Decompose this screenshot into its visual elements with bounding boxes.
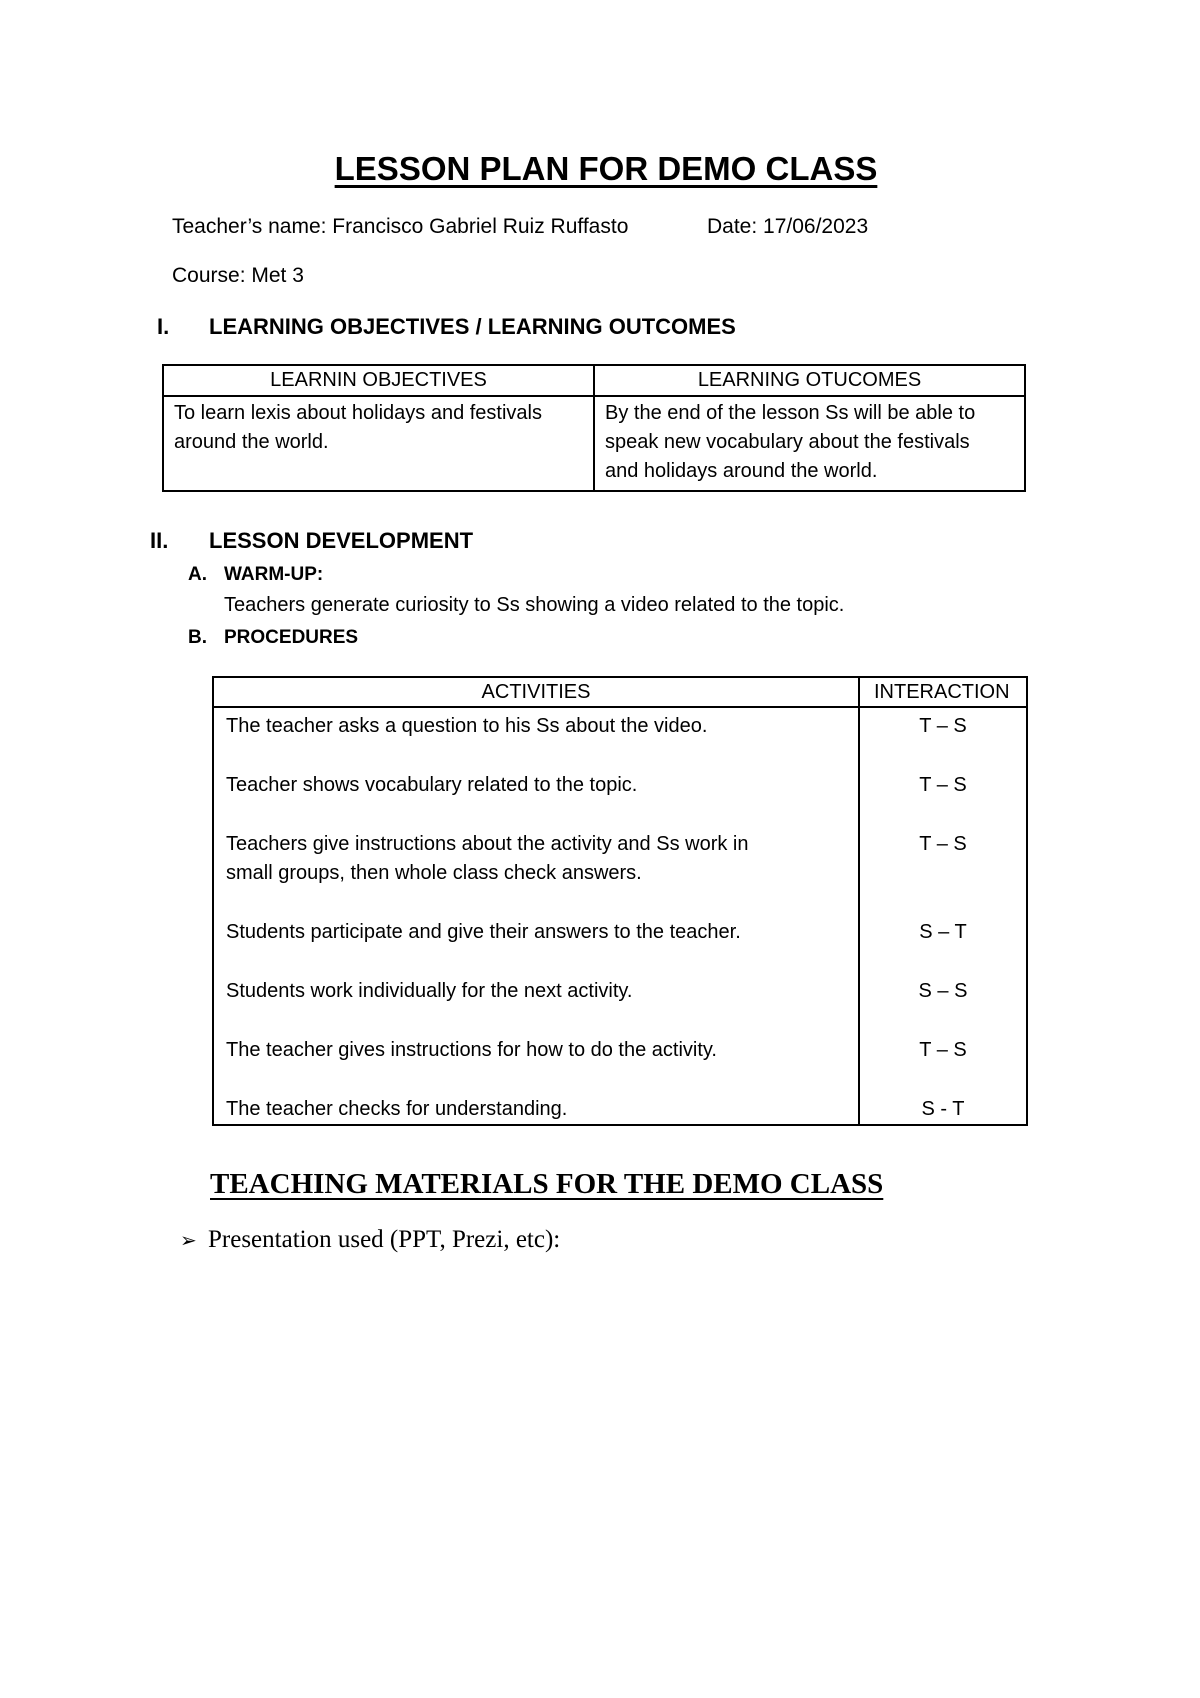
activity-line: The teacher gives instructions for how to do the activity. [226,1039,717,1061]
table-header: LEARNING OTUCOMES [594,365,1025,396]
subsection-letter: B. [188,627,207,648]
page-title: LESSON PLAN FOR DEMO CLASS [334,150,878,187]
activities-cell [213,707,859,1125]
activity-line: small groups, then whole class check answers. [226,862,642,884]
section-number: I. [157,314,170,339]
activity-line: Students participate and give their answers to the teacher. [226,921,741,943]
procedures-heading [188,627,358,649]
section-title: LEARNING OBJECTIVES / LEARNING OUTCOMES [209,314,736,339]
activity-line: Students work individually for the next activity. [226,980,633,1002]
subsection-letter: A. [188,564,207,585]
section-objectives-heading [157,314,736,340]
interaction-value: S – T [919,921,967,943]
warmup-heading [188,564,323,586]
objective-cell [163,396,594,491]
interaction-value: T – S [919,1039,967,1061]
interaction-value: T – S [919,833,967,855]
section-number: II. [150,528,169,553]
materials-list-item [180,1226,560,1254]
table-header: ACTIVITIES [213,677,859,707]
activity-line: Teachers give instructions about the activity and Ss work in [226,833,749,855]
teacher-name: Teacher’s name: Francisco Gabriel Ruiz Ruffasto [172,215,629,238]
objective-line: To learn lexis about holidays and festivals [174,402,542,424]
subsection-title: WARM-UP: [224,564,324,585]
activity-line: The teacher asks a question to his Ss about the video. [226,715,708,737]
interaction-value: S – S [918,980,968,1002]
warmup-text: Teachers generate curiosity to Ss showing a video related to the topic. [224,594,845,616]
subsection-title: PROCEDURES [224,627,359,648]
interaction-value: T – S [919,774,967,796]
outcome-cell [594,396,1025,491]
outcome-line: By the end of the lesson Ss will be able to [605,402,976,424]
interaction-value: T – S [919,715,967,737]
outcome-line: and holidays around the world. [605,460,878,482]
activity-line: Teacher shows vocabulary related to the topic. [226,774,638,796]
lesson-date: Date: 17/06/2023 [707,215,869,238]
objective-line: around the world. [174,431,329,453]
interaction-value: S - T [921,1098,965,1120]
course-name: Course: Met 3 [172,264,304,287]
materials-title: TEACHING MATERIALS FOR THE DEMO CLASS [210,1168,884,1200]
arrow-bullet-icon: ➢ [180,1230,197,1252]
table-header: LEARNIN OBJECTIVES [163,365,594,396]
section-development-heading [150,528,473,554]
objectives-table [162,364,1026,492]
section-title: LESSON DEVELOPMENT [209,528,474,553]
interaction-cell [859,707,1027,1125]
materials-item-label: Presentation used (PPT, Prezi, etc): [208,1226,561,1253]
procedures-table [212,676,1028,1126]
activity-line: The teacher checks for understanding. [226,1098,568,1120]
outcome-line: speak new vocabulary about the festivals [605,431,970,453]
table-header: INTERACTION [859,677,1027,707]
